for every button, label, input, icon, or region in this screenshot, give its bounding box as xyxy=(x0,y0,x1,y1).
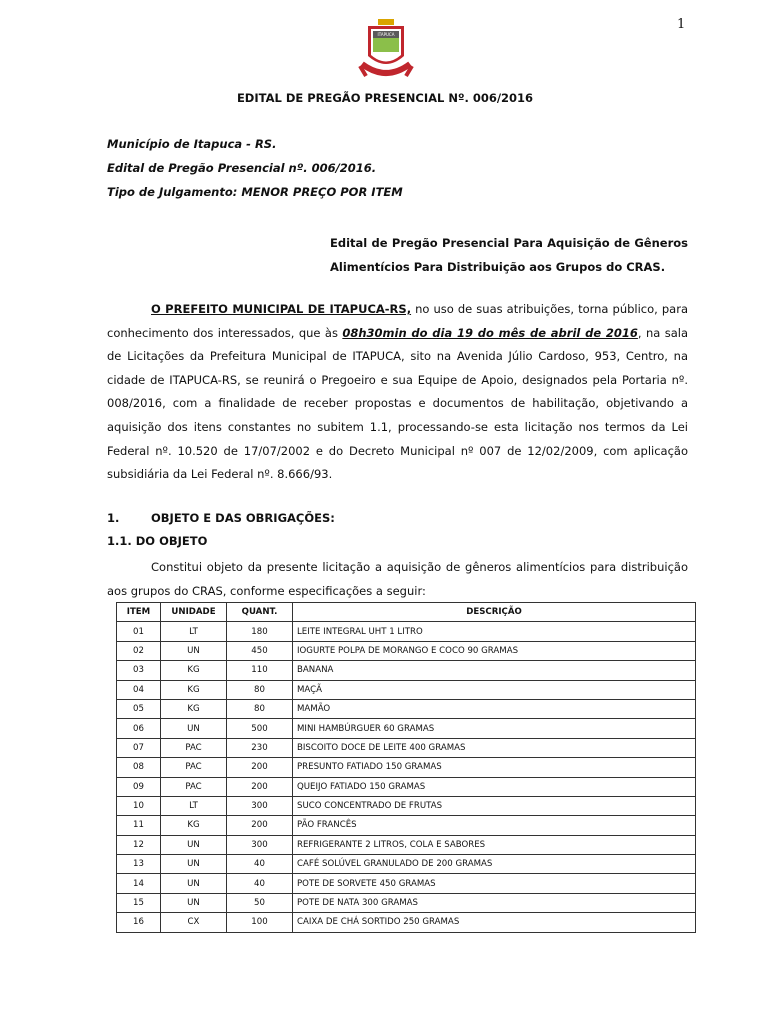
table-row xyxy=(117,738,696,757)
cell-unidade: KG xyxy=(161,661,227,680)
table-header-row xyxy=(117,603,696,622)
cell-unidade: LT xyxy=(161,622,227,641)
table-row xyxy=(117,777,696,796)
municipality-line: Município de Itapuca - RS. xyxy=(107,137,277,151)
document-title: EDITAL DE PREGÃO PRESENCIAL Nº. 006/2016 xyxy=(236,91,534,105)
subject-line-2: Alimentícios Para Distribuição aos Grupos do CRAS. xyxy=(330,260,666,274)
header-quant: QUANT. xyxy=(227,603,293,622)
cell-unidade: KG xyxy=(161,699,227,718)
cell-unidade: UN xyxy=(161,719,227,738)
table-row xyxy=(117,816,696,835)
cell-item: 13 xyxy=(117,855,161,874)
cell-unidade: KG xyxy=(161,680,227,699)
table-row xyxy=(117,874,696,893)
cell-descricao: CAFÉ SOLÚVEL GRANULADO DE 200 GRAMAS xyxy=(293,855,696,874)
cell-quant: 50 xyxy=(227,893,293,912)
cell-item: 16 xyxy=(117,913,161,932)
svg-text:ITAPUCA: ITAPUCA xyxy=(377,32,395,37)
cell-quant: 230 xyxy=(227,738,293,757)
cell-quant: 200 xyxy=(227,816,293,835)
cell-quant: 40 xyxy=(227,874,293,893)
cell-descricao: REFRIGERANTE 2 LITROS, COLA E SABORES xyxy=(293,835,696,854)
cell-descricao: PÃO FRANCÊS xyxy=(293,816,696,835)
subject-line-1: Edital de Pregão Presencial Para Aquisição de Gêneros xyxy=(330,236,688,250)
cell-descricao: SUCO CONCENTRADO DE FRUTAS xyxy=(293,796,696,815)
cell-item: 12 xyxy=(117,835,161,854)
object-intro xyxy=(107,555,688,603)
mayor-lead: O PREFEITO MUNICIPAL DE ITAPUCA-RS, xyxy=(151,302,412,316)
cell-quant: 100 xyxy=(227,913,293,932)
table-row xyxy=(117,855,696,874)
subsection-heading: 1.1. DO OBJETO xyxy=(107,534,208,548)
cell-descricao: QUEIJO FATIADO 150 GRAMAS xyxy=(293,777,696,796)
cell-unidade: CX xyxy=(161,913,227,932)
cell-descricao: BANANA xyxy=(293,661,696,680)
cell-item: 08 xyxy=(117,758,161,777)
cell-descricao: POTE DE NATA 300 GRAMAS xyxy=(293,893,696,912)
table-row xyxy=(117,796,696,815)
cell-descricao: MINI HAMBÚRGUER 60 GRAMAS xyxy=(293,719,696,738)
cell-item: 14 xyxy=(117,874,161,893)
header-unidade: UNIDADE xyxy=(161,603,227,622)
cell-descricao: BISCOITO DOCE DE LEITE 400 GRAMAS xyxy=(293,738,696,757)
cell-descricao: MAÇÃ xyxy=(293,680,696,699)
municipal-coat-of-arms-logo xyxy=(356,16,416,82)
cell-item: 04 xyxy=(117,680,161,699)
table-row xyxy=(117,758,696,777)
items-table-body xyxy=(117,622,696,932)
section-heading xyxy=(107,511,335,525)
cell-quant: 80 xyxy=(227,699,293,718)
table-row xyxy=(117,893,696,912)
section-number: 1. xyxy=(107,511,120,525)
cell-descricao: MAMÃO xyxy=(293,699,696,718)
cell-unidade: UN xyxy=(161,893,227,912)
cell-unidade: LT xyxy=(161,796,227,815)
object-intro-text: Constitui objeto da presente licitação a aquisição de gêneros alimentícios para distribuição aos grupos do CRAS, conforme especificações a seguir: xyxy=(107,560,688,598)
cell-unidade: UN xyxy=(161,874,227,893)
table-row xyxy=(117,699,696,718)
edital-line: Edital de Pregão Presencial nº. 006/2016. xyxy=(107,161,377,175)
cell-item: 07 xyxy=(117,738,161,757)
cell-quant: 180 xyxy=(227,622,293,641)
cell-quant: 450 xyxy=(227,641,293,660)
cell-unidade: PAC xyxy=(161,758,227,777)
document-meta xyxy=(107,137,403,209)
table-row xyxy=(117,835,696,854)
cell-item: 01 xyxy=(117,622,161,641)
header-descricao: DESCRIÇÃO xyxy=(293,603,696,622)
cell-quant: 80 xyxy=(227,680,293,699)
cell-unidade: UN xyxy=(161,855,227,874)
cell-descricao: CAIXA DE CHÁ SORTIDO 250 GRAMAS xyxy=(293,913,696,932)
cell-item: 15 xyxy=(117,893,161,912)
cell-item: 02 xyxy=(117,641,161,660)
cell-unidade: PAC xyxy=(161,738,227,757)
items-table xyxy=(116,602,696,933)
cell-quant: 200 xyxy=(227,758,293,777)
paragraph-part-1: no uso de suas atribuições, torna público, para conhecimento dos interessados, que às xyxy=(107,302,688,340)
cell-item: 03 xyxy=(117,661,161,680)
page-number: 1 xyxy=(677,17,686,32)
cell-item: 10 xyxy=(117,796,161,815)
judgment-type-line: Tipo de Julgamento: MENOR PREÇO POR ITEM xyxy=(107,185,403,199)
cell-descricao: POTE DE SORVETE 450 GRAMAS xyxy=(293,874,696,893)
cell-unidade: UN xyxy=(161,641,227,660)
cell-unidade: UN xyxy=(161,835,227,854)
cell-quant: 500 xyxy=(227,719,293,738)
table-row xyxy=(117,680,696,699)
table-row xyxy=(117,641,696,660)
cell-quant: 300 xyxy=(227,835,293,854)
cell-unidade: PAC xyxy=(161,777,227,796)
table-row xyxy=(117,622,696,641)
session-datetime: 08h30min do dia 19 do mês de abril de 2016 xyxy=(342,325,638,340)
cell-quant: 200 xyxy=(227,777,293,796)
edital-subject xyxy=(330,231,688,279)
table-row xyxy=(117,719,696,738)
cell-quant: 300 xyxy=(227,796,293,815)
paragraph-part-2: , na sala de Licitações da Prefeitura Municipal de ITAPUCA, sito na Avenida Júlio Cardoso, 953, Centro, na cidade de ITAPUCA-RS, se reunirá o Pregoeiro e sua Equipe de Apoio, designados pela Portaria nº. 008/2016, com a finalidade de receber propostas e documentos de habilitação, objetivando a aquisição dos itens constantes no subitem 1.1, processando-se esta licitação nos termos da Lei Federal nº. 10.520 de 17/07/2002 e do Decreto Municipal nº 007 de 12/02/2009, com aplicação subsidiária da Lei Federal nº. 8.666/93. xyxy=(107,325,688,482)
cell-item: 05 xyxy=(117,699,161,718)
cell-quant: 40 xyxy=(227,855,293,874)
header-item: ITEM xyxy=(117,603,161,622)
cell-descricao: LEITE INTEGRAL UHT 1 LITRO xyxy=(293,622,696,641)
cell-item: 09 xyxy=(117,777,161,796)
cell-descricao: IOGURTE POLPA DE MORANGO E COCO 90 GRAMAS xyxy=(293,641,696,660)
table-row xyxy=(117,913,696,932)
cell-quant: 110 xyxy=(227,661,293,680)
table-row xyxy=(117,661,696,680)
announcement-paragraph xyxy=(107,298,688,487)
cell-item: 11 xyxy=(117,816,161,835)
cell-unidade: KG xyxy=(161,816,227,835)
cell-descricao: PRESUNTO FATIADO 150 GRAMAS xyxy=(293,758,696,777)
cell-item: 06 xyxy=(117,719,161,738)
section-title: OBJETO E DAS OBRIGAÇÕES: xyxy=(151,511,335,525)
